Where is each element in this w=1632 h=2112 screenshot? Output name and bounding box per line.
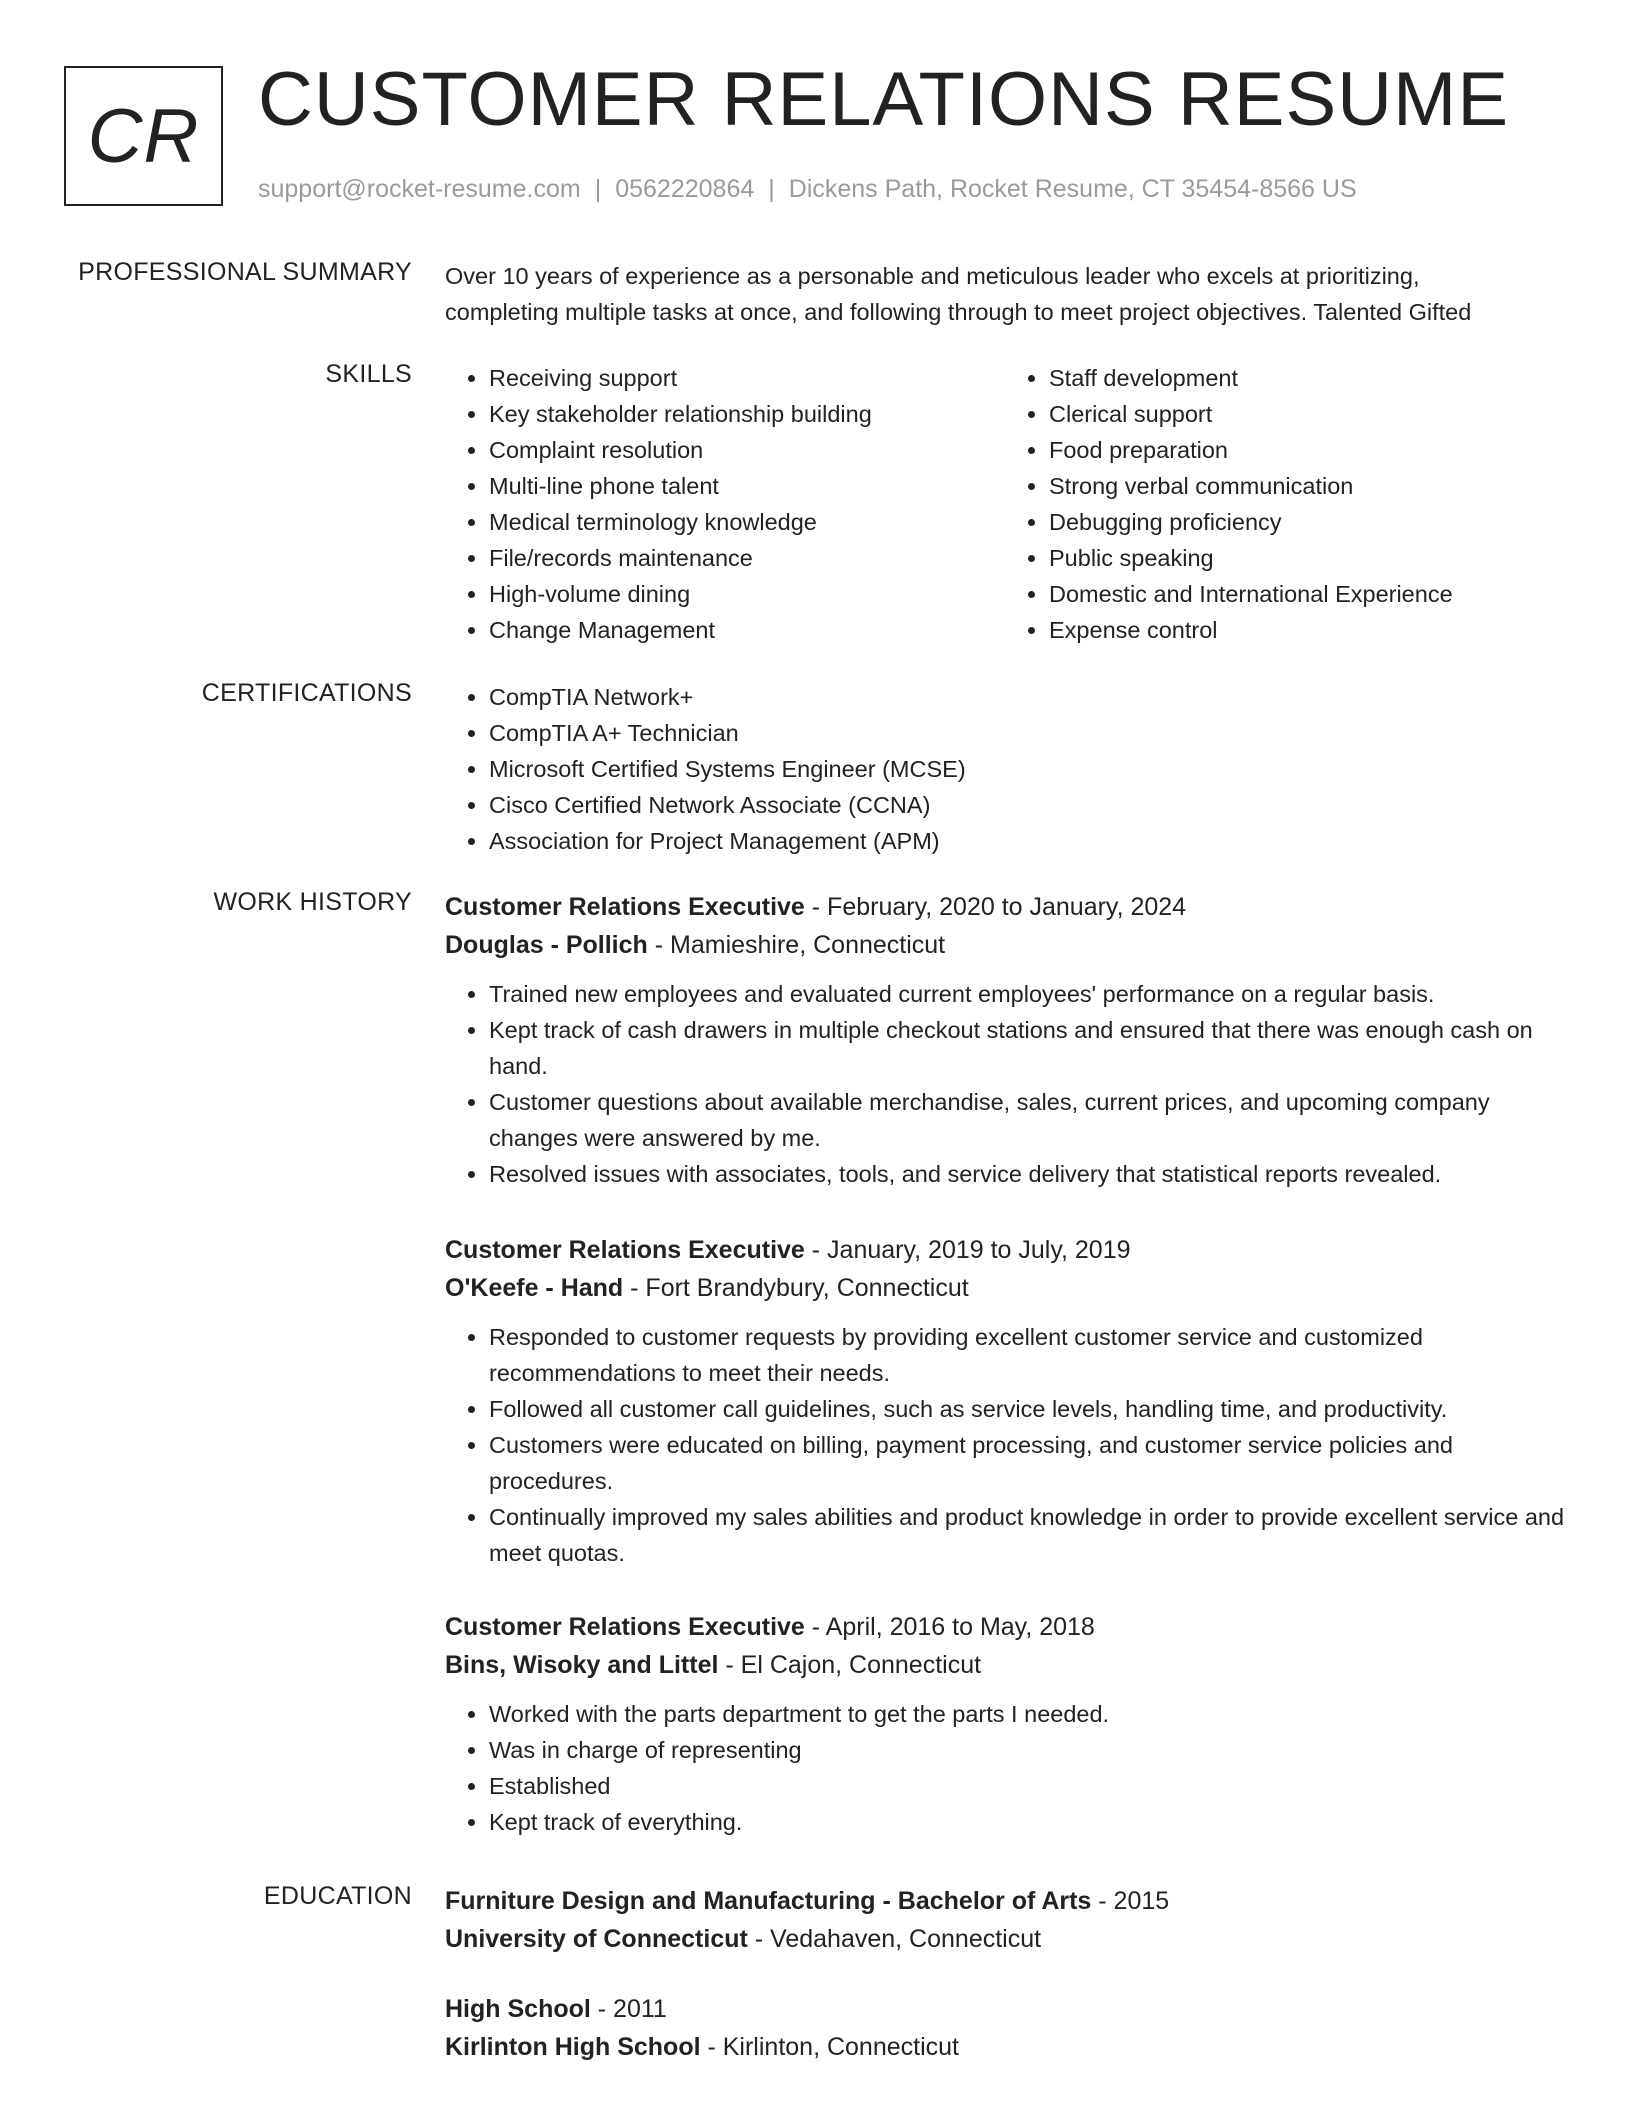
certification-item: • CompTIA Network+ (489, 679, 1565, 715)
job-company-line (445, 1646, 1565, 1684)
contact-email[interactable]: support@rocket-resume.com (258, 175, 581, 203)
job-entry (445, 888, 1565, 1192)
job-entry (445, 1608, 1565, 1840)
job-duty: • Worked with the parts department to get the parts I needed. (489, 1696, 1565, 1732)
job-title: Customer Relations Executive (445, 893, 805, 921)
skills-column-left (445, 360, 1005, 648)
job-location: - Fort Brandybury, Connecticut (623, 1274, 969, 1302)
contact-separator: | (594, 175, 602, 203)
job-duty: • Continually improved my sales abilities and product knowledge in order to provide excellent service and meet quotas. (489, 1499, 1565, 1571)
job-title-line (445, 1608, 1565, 1646)
education-school: Kirlinton High School (445, 2033, 701, 2061)
skill-item: • Food preparation (1049, 432, 1565, 468)
education-location: - Kirlinton, Connecticut (700, 2033, 959, 2061)
skill-item: • Domestic and International Experience (1049, 576, 1565, 612)
skills-label: SKILLS (325, 360, 412, 388)
job-duty: • Customer questions about available merchandise, sales, current prices, and upcoming company changes were answered by me. (489, 1084, 1565, 1156)
job-company-line (445, 1269, 1565, 1307)
contact-address: Dickens Path, Rocket Resume, CT 35454-8566 US (788, 175, 1357, 203)
skill-item: • Staff development (1049, 360, 1565, 396)
job-duty: • Established (489, 1768, 1565, 1804)
skills-list (445, 360, 1565, 648)
skill-item: • Clerical support (1049, 396, 1565, 432)
education-degree: Furniture Design and Manufacturing - Bachelor of Arts (445, 1887, 1092, 1915)
job-duties (445, 1319, 1565, 1571)
skill-item: • Medical terminology knowledge (489, 504, 1005, 540)
job-title-line (445, 888, 1565, 926)
summary-label: PROFESSIONAL SUMMARY (78, 258, 412, 286)
skill-item: • Key stakeholder relationship building (489, 396, 1005, 432)
education-year: - 2011 (590, 1995, 667, 2023)
certification-item: • Microsoft Certified Systems Engineer (MCSE) (489, 751, 1565, 787)
education-school-line (445, 1920, 1565, 1958)
skill-item: • Receiving support (489, 360, 1005, 396)
job-company: O'Keefe - Hand (445, 1274, 624, 1302)
education-location: - Vedahaven, Connecticut (747, 1925, 1042, 1953)
job-duty: • Trained new employees and evaluated current employees' performance on a regular basis. (489, 976, 1565, 1012)
job-duties (445, 1696, 1565, 1840)
job-dates: - January, 2019 to July, 2019 (804, 1236, 1131, 1264)
summary-text-line: completing multiple tasks at once, and following through to meet project objectives. Talented Gifted (445, 299, 1472, 325)
contact-line (258, 175, 1357, 204)
contact-phone[interactable]: 0562220864 (615, 175, 755, 203)
job-duty: • Kept track of everything. (489, 1804, 1565, 1840)
resume-title: CUSTOMER RELATIONS RESUME (258, 57, 1510, 142)
summary-text-line: Over 10 years of experience as a personable and meticulous leader who excels at prioritizing, (445, 263, 1420, 289)
job-dates: - February, 2020 to January, 2024 (804, 893, 1187, 921)
education-degree-line (445, 1990, 1565, 2028)
job-title: Customer Relations Executive (445, 1236, 805, 1264)
contact-separator: | (768, 175, 775, 203)
certifications-label: CERTIFICATIONS (201, 679, 412, 707)
skill-item: • Change Management (489, 612, 1005, 648)
job-title: Customer Relations Executive (445, 1613, 805, 1641)
skill-item: • High-volume dining (489, 576, 1005, 612)
certifications-list (445, 679, 1565, 859)
job-company: Bins, Wisoky and Littel (445, 1651, 719, 1679)
skill-item: • Complaint resolution (489, 432, 1005, 468)
education-entry (445, 1990, 1565, 2066)
skills-column-right (1005, 360, 1565, 648)
certification-item: • CompTIA A+ Technician (489, 715, 1565, 751)
certification-item: • Cisco Certified Network Associate (CCNA) (489, 787, 1565, 823)
education-year: - 2015 (1091, 1887, 1170, 1915)
monogram-logo: CR (64, 66, 223, 206)
skill-item: • Multi-line phone talent (489, 468, 1005, 504)
job-duty: • Customers were educated on billing, payment processing, and customer service policies and procedures. (489, 1427, 1565, 1499)
job-location: - El Cajon, Connecticut (718, 1651, 982, 1679)
skill-item: • Debugging proficiency (1049, 504, 1565, 540)
certification-item: • Association for Project Management (APM) (489, 823, 1565, 859)
job-entry (445, 1231, 1565, 1571)
job-duty: • Responded to customer requests by providing excellent customer service and customized recommendations to meet their needs. (489, 1319, 1565, 1391)
skill-item: • Strong verbal communication (1049, 468, 1565, 504)
job-duty: • Kept track of cash drawers in multiple checkout stations and ensured that there was enough cash on hand. (489, 1012, 1565, 1084)
job-duty: • Was in charge of representing (489, 1732, 1565, 1768)
job-location: - Mamieshire, Connecticut (647, 931, 946, 959)
job-title-line (445, 1231, 1565, 1269)
skill-item: • Expense control (1049, 612, 1565, 648)
education-entry (445, 1882, 1565, 1958)
work-history-label: WORK HISTORY (213, 888, 412, 916)
job-company-line (445, 926, 1565, 964)
summary-text (445, 258, 1565, 330)
education-degree: High School (445, 1995, 591, 2023)
job-duty: • Followed all customer call guidelines, such as service levels, handling time, and productivity. (489, 1391, 1565, 1427)
skill-item: • File/records maintenance (489, 540, 1005, 576)
job-dates: - April, 2016 to May, 2018 (804, 1613, 1095, 1641)
education-school: University of Connecticut (445, 1925, 748, 1953)
job-company: Douglas - Pollich (445, 931, 648, 959)
job-duties (445, 976, 1565, 1192)
education-school-line (445, 2028, 1565, 2066)
job-duty: • Resolved issues with associates, tools, and service delivery that statistical reports revealed. (489, 1156, 1565, 1192)
certifications-bullets (445, 679, 1565, 859)
skill-item: • Public speaking (1049, 540, 1565, 576)
education-label: EDUCATION (263, 1882, 412, 1910)
education-degree-line (445, 1882, 1565, 1920)
